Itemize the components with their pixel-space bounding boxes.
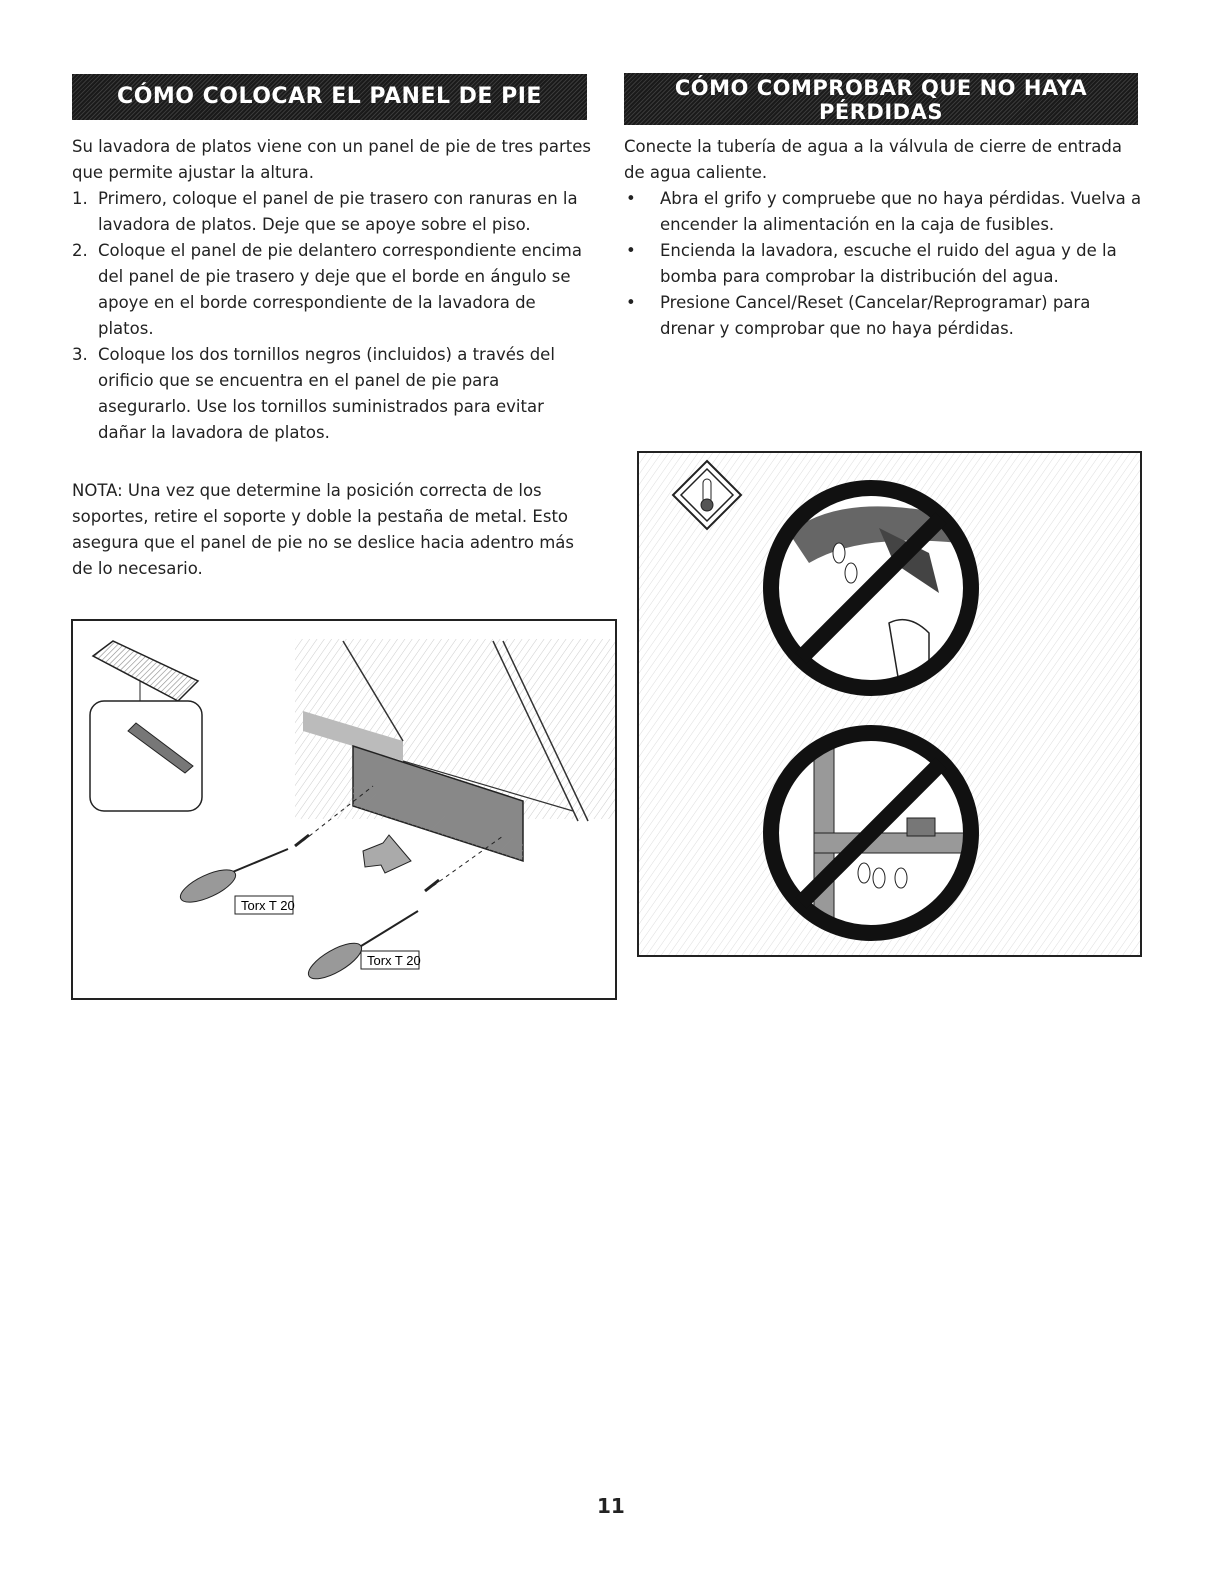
bullet-glyph: •	[626, 293, 636, 312]
screw-icon	[295, 835, 309, 846]
bullet-glyph: •	[626, 189, 636, 208]
list-item-text: Abra el grifo y compruebe que no haya pérdidas. Vuelva a encender la alimentación en la caja de fusibles.	[660, 189, 1142, 234]
toe-panel-intro: Su lavadora de platos viene con un panel de pie de tres partes que permite ajustar la altura.	[72, 137, 591, 182]
toe-panel-steps	[72, 186, 592, 446]
screwdriver-icon	[304, 911, 418, 986]
section-title-toe-panel: CÓMO COLOCAR EL PANEL DE PIE	[72, 74, 587, 120]
toe-panel-illustration	[71, 619, 617, 1000]
list-item-text: Encienda la lavadora, escuche el ruido del agua y de la bomba para comprobar la distribución del agua.	[660, 241, 1117, 286]
bracket-inset	[90, 641, 202, 811]
toe-panel-diagram	[73, 621, 615, 998]
list-item	[624, 238, 1144, 290]
list-item	[624, 290, 1144, 342]
leak-warning-illustration	[637, 451, 1142, 957]
step-item	[72, 238, 592, 342]
push-arrow-icon	[363, 835, 411, 873]
step-number: 1.	[72, 189, 88, 208]
step-number: 2.	[72, 241, 88, 260]
tool-label: Torx T 20	[367, 953, 421, 968]
leaking-valve-prohibited-icon	[771, 733, 974, 933]
leak-check-list	[624, 186, 1144, 342]
leak-warning-diagram	[639, 453, 1140, 955]
bullet-glyph: •	[626, 241, 636, 260]
step-number: 3.	[72, 345, 88, 364]
list-item	[624, 186, 1144, 238]
step-text: Coloque los dos tornillos negros (incluidos) a través del orificio que se encuentra en el panel de pie para asegurarlo. Use los tornillos suministrados para evitar dañar la lavadora de platos.	[98, 345, 555, 442]
leaking-hose-prohibited-icon	[771, 488, 971, 688]
page-number: 11	[597, 1494, 625, 1518]
title-line-1: CÓMO COMPROBAR QUE NO HAYA	[674, 76, 1088, 100]
list-item-text: Presione Cancel/Reset (Cancelar/Reprogramar) para drenar y comprobar que no haya pérdidas.	[660, 293, 1091, 338]
section-title-leak-check	[624, 73, 1138, 125]
step-text: Primero, coloque el panel de pie trasero con ranuras en la lavadora de platos. Deje que se apoye sobre el piso.	[98, 189, 578, 234]
step-text: Coloque el panel de pie delantero correspondiente encima del panel de pie trasero y deje que el borde en ángulo se apoye en el borde correspondiente de la lavadora de platos.	[98, 241, 582, 338]
screw-icon	[425, 880, 439, 891]
leak-check-intro: Conecte la tubería de agua a la válvula de cierre de entrada de agua caliente.	[624, 137, 1122, 182]
toe-panel-note: NOTA: Una vez que determine la posición correcta de los soportes, retire el soporte y doble la pestaña de metal. Esto asegura que el panel de pie no se deslice hacia adentro más de lo necesario.	[72, 481, 575, 578]
title-line-2: PÉRDIDAS	[819, 100, 943, 124]
step-item	[72, 342, 592, 446]
tool-label: Torx T 20	[241, 898, 295, 913]
step-item	[72, 186, 592, 238]
